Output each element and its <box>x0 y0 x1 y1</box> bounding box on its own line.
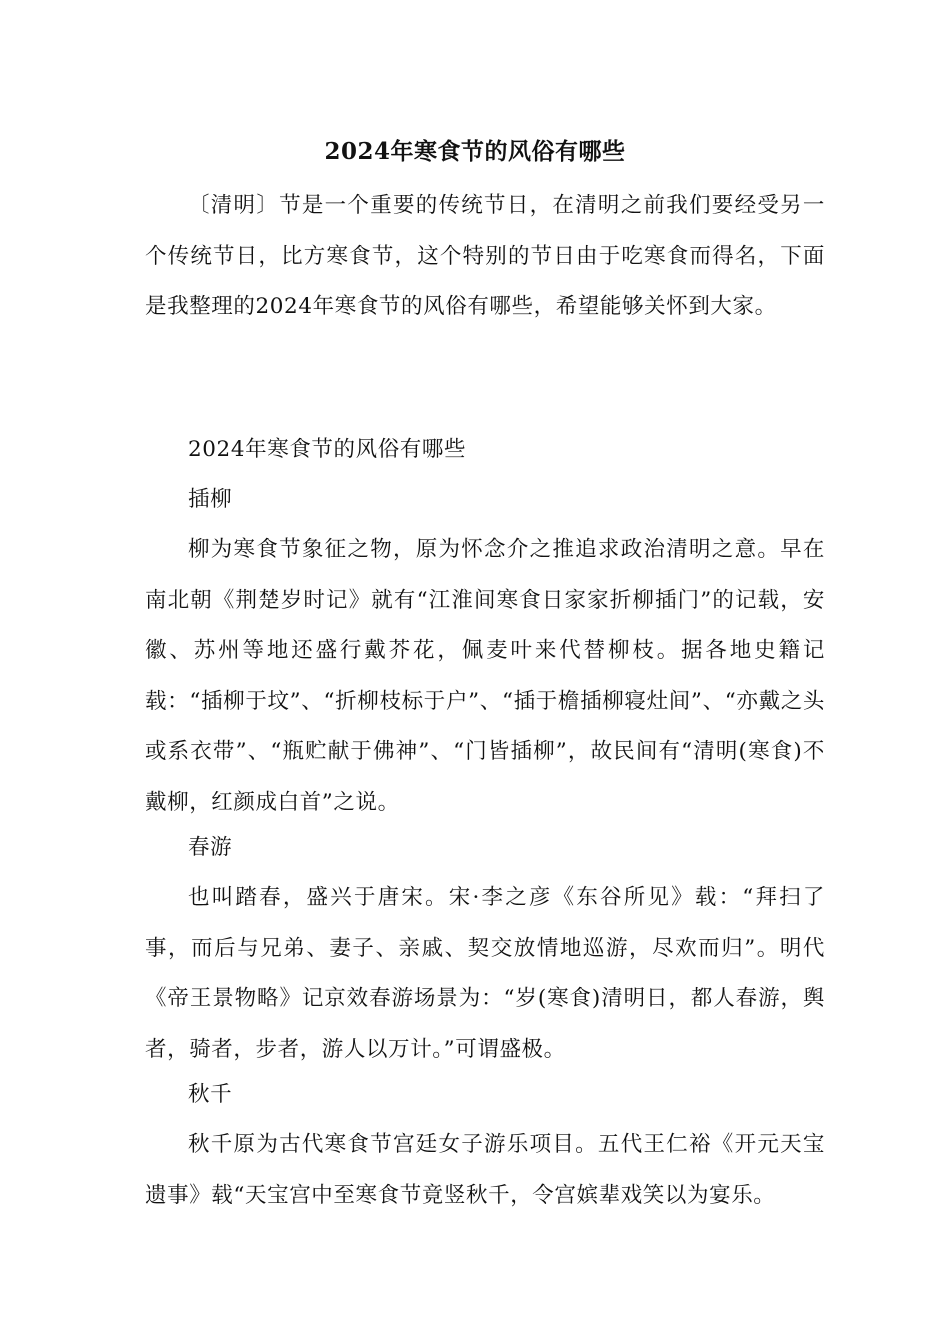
heading-chaliu: 插柳 <box>188 487 233 512</box>
paragraph-chunyou: 也叫踏春，盛兴于唐宋。宋·李之彦《东谷所见》载：“拜扫了事，而后与兄弟、妻子、亲戚、契交放情地巡游，尽欢而归”。明代《帝王景物略》记京效春游场景为：“岁(寒食)清明日，都人春游，舆者，骑者，步者，游人以万计。”可谓盛极。 <box>145 885 825 1062</box>
paragraph-qiuqian: 秋千原为古代寒食节宫廷女子游乐项目。五代王仁裕《开元天宝遗事》载“天宝宫中至寒食节竟竖秋千，令宫嫔辈戏笑以为宴乐。 <box>145 1132 825 1208</box>
paragraph-chaliu: 柳为寒食节象征之物，原为怀念介之推追求政治清明之意。早在南北朝《荆楚岁时记》就有“江淮间寒食日家家折柳插门”的记载，安徽、苏州等地还盛行戴芥花，佩麦叶来代替柳枝。据各地史籍记载：“插柳于坟”、“折柳枝标于户”、“插于檐插柳寝灶间”、“亦戴之头或系衣带”、“瓶贮献于佛神”、“门皆插柳”，故民间有“清明(寒食)不戴柳，红颜成白首”之说。 <box>145 537 825 815</box>
heading-chunyou: 春游 <box>188 835 233 860</box>
heading-qiuqian: 秋千 <box>188 1082 233 1107</box>
document-title: 2024年寒食节的风俗有哪些 <box>324 138 626 165</box>
intro-paragraph: 〔清明〕节是一个重要的传统节日，在清明之前我们要经受另一个传统节日，比方寒食节，这个特别的节日由于吃寒食而得名，下面是我整理的2024年寒食节的风俗有哪些，希望能够关怀到大家。 <box>145 193 825 320</box>
section-title: 2024年寒食节的风俗有哪些 <box>188 437 467 462</box>
